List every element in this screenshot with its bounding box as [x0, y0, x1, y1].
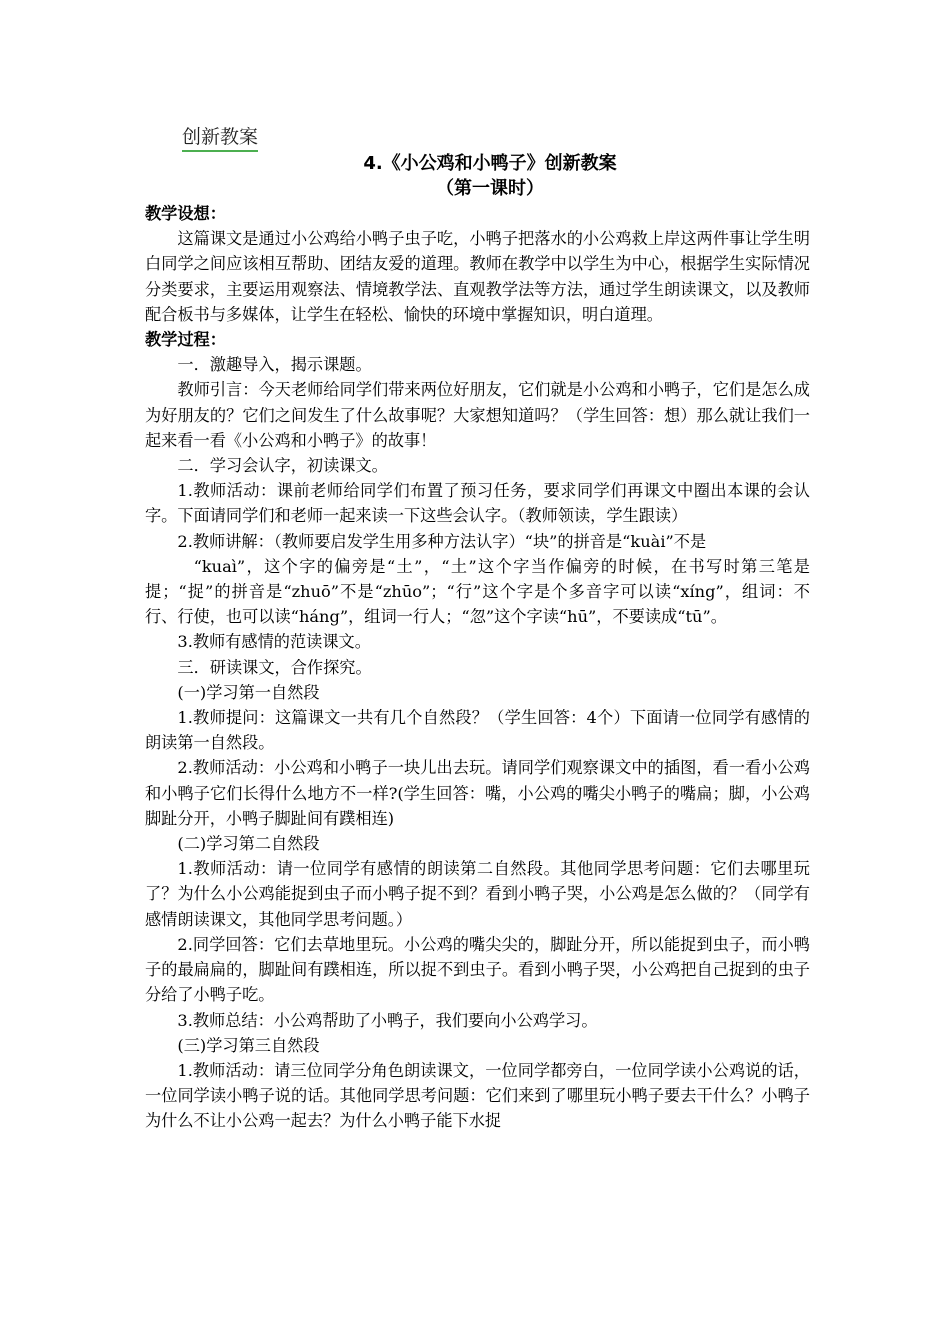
paragraph: 三．研读课文，合作探究。	[177, 657, 372, 677]
document-body	[145, 201, 810, 1134]
paragraph: (三)学习第三自然段	[177, 1035, 320, 1055]
paragraph: 1.教师活动：课前老师给同学们布置了预习任务，要求同学们再课文中圈出本课的会认字。下面请同学们和老师一起来读一下这些会认字。（教师领读，学生跟读）	[145, 481, 810, 526]
paragraph: (一)学习第一自然段	[177, 682, 320, 702]
paragraph: 2.教师讲解：（教师要启发学生用多种方法认字）“块”的拼音是“kuài”不是	[177, 531, 707, 551]
paragraph: “kuaì”，这个字的偏旁是“土”，“土”这个字当作偏旁的时候，在书写时第三笔是提；“捉”的拼音是“zhuō”不是“zhūo”；“行”这个字是个多音字可以读“xíng”，组词：不行、行使，也可以读“háng”，组词一行人；“忽”这个字读“hū”，不要读成“tū”。	[145, 556, 810, 627]
header-label: 创新教案	[182, 124, 258, 152]
section-heading: 教学设想：	[145, 204, 226, 223]
paragraph: 1.教师活动：请三位同学分角色朗读课文，一位同学都旁白，一位同学读小公鸡说的话，一位同学读小鸭子说的话。其他同学思考问题：它们来到了哪里玩小鸭子要去干什么？小鸭子为什么不让小公鸡一起去？为什么小鸭子能下水捉	[145, 1060, 810, 1131]
paragraph: 这篇课文是通过小公鸡给小鸭子虫子吃，小鸭子把落水的小公鸡救上岸这两件事让学生明白同学之间应该相互帮助、团结友爱的道理。教师在教学中以学生为中心，根据学生实际情况分类要求，主要运用观察法、情境教学法、直观教学法等方法，通过学生朗读课文，以及教师配合板书与多媒体，让学生在轻松、愉快的环境中掌握知识，明白道理。	[145, 229, 810, 324]
paragraph: 3.教师总结：小公鸡帮助了小鸭子，我们要向小公鸡学习。	[177, 1010, 598, 1030]
paragraph: 3.教师有感情的范读课文。	[177, 632, 371, 652]
paragraph: (二)学习第二自然段	[177, 834, 320, 854]
paragraph: 2.同学回答：它们去草地里玩。小公鸡的嘴尖尖的，脚趾分开，所以能捉到虫子，而小鸭子的最扁扁的，脚趾间有蹼相连，所以捉不到虫子。看到小鸭子哭，小公鸡把自己捉到的虫子分给了小鸭子吃。	[145, 934, 810, 1005]
paragraph: 2.教师活动：小公鸡和小鸭子一块儿出去玩。请同学们观察课文中的插图，看一看小公鸡和小鸭子它们长得什么地方不一样?(学生回答：嘴，小公鸡的嘴尖小鸭子的嘴扁；脚，小公鸡脚趾分开，小鸭子脚趾间有蹼相连)	[145, 758, 810, 828]
document-title: 4.《小公鸡和小鸭子》创新教案	[363, 153, 617, 174]
paragraph: 1.教师提问：这篇课文一共有几个自然段？（学生回答：4个）下面请一位同学有感情的朗读第一自然段。	[145, 708, 810, 753]
paragraph: 1.教师活动：请一位同学有感情的朗读第二自然段。其他同学思考问题：它们去哪里玩了？为什么小公鸡能捉到虫子而小鸭子捉不到？看到小鸭子哭，小公鸡是怎么做的？（同学有感情朗读课文，其他同学思考问题。）	[145, 859, 810, 929]
paragraph: 教师引言：今天老师给同学们带来两位好朋友，它们就是小公鸡和小鸭子，它们是怎么成为好朋友的？它们之间发生了什么故事呢？大家想知道吗？（学生回答：想）那么就让我们一起来看一看《小公鸡和小鸭子》的故事！	[145, 380, 810, 450]
document-subtitle: （第一课时）	[436, 178, 544, 199]
paragraph: 一．激趣导入，揭示课题。	[177, 355, 372, 375]
section-heading: 教学过程：	[145, 330, 226, 350]
paragraph: 二．学习会认字，初读课文。	[177, 456, 388, 476]
